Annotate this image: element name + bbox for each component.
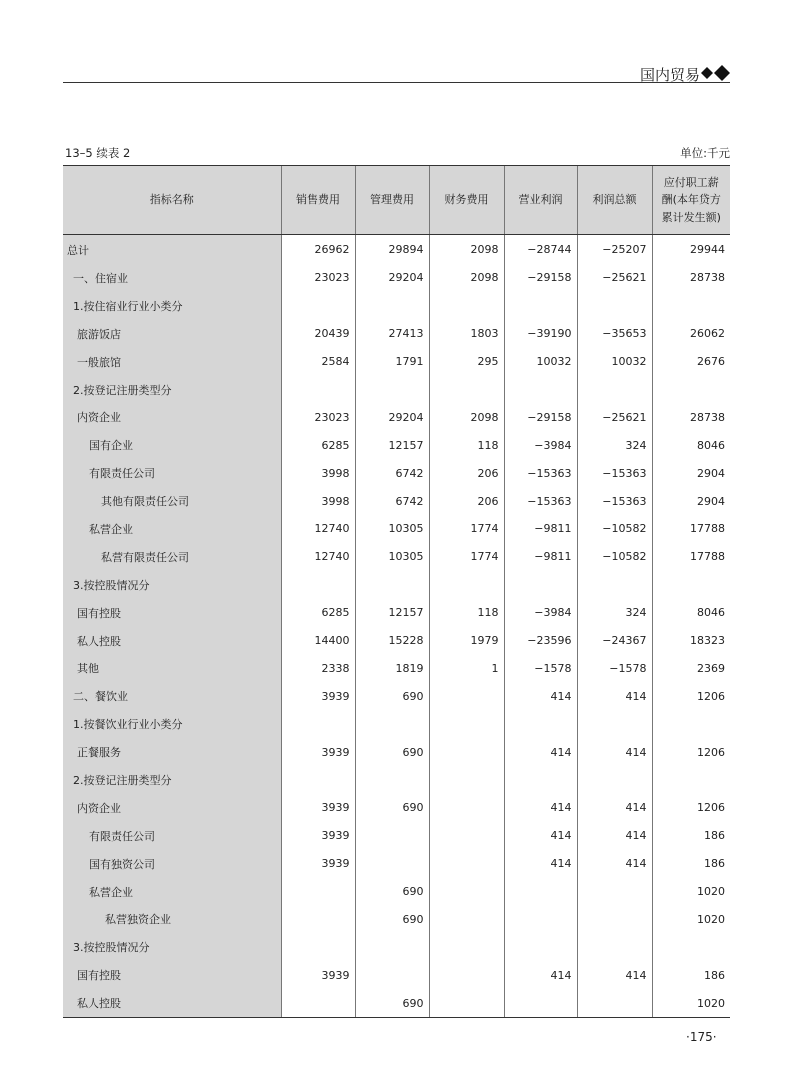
table-cell [355, 710, 429, 738]
table-row [63, 543, 730, 571]
table-row [63, 850, 730, 878]
table-row [63, 822, 730, 850]
table-row [63, 348, 730, 376]
table-cell [429, 292, 504, 320]
table-cell: 414 [577, 794, 652, 822]
table-cell [652, 376, 730, 404]
table-cell: −24367 [577, 627, 652, 655]
table-cell: −3984 [504, 599, 577, 627]
row-label: 内资企业 [63, 794, 281, 822]
unit-label: 单位:千元 [680, 146, 730, 160]
table-cell: 12740 [281, 543, 355, 571]
table-cell: −15363 [577, 487, 652, 515]
table-cell: −23596 [504, 627, 577, 655]
table-cell [577, 766, 652, 794]
table-cell: 206 [429, 487, 504, 515]
table-row [63, 989, 730, 1017]
table-cell: 1206 [652, 738, 730, 766]
row-label: 私营企业 [63, 878, 281, 906]
row-label: 私人控股 [63, 989, 281, 1017]
table-cell: 186 [652, 850, 730, 878]
table-cell: 2904 [652, 459, 730, 487]
row-label: 正餐服务 [63, 738, 281, 766]
table-cell [429, 571, 504, 599]
row-label: 其他有限责任公司 [63, 487, 281, 515]
table-row [63, 571, 730, 599]
table-cell: 2098 [429, 235, 504, 265]
table-cell: 1774 [429, 543, 504, 571]
table-cell: 1803 [429, 320, 504, 348]
table-cell: 26062 [652, 320, 730, 348]
table-cell: 6285 [281, 431, 355, 459]
row-label: 国有独资公司 [63, 850, 281, 878]
column-header: 管理费用 [355, 166, 429, 235]
diamond-ornament-icon [700, 64, 732, 82]
table-row [63, 459, 730, 487]
table-cell [429, 989, 504, 1017]
table-cell: −15363 [504, 459, 577, 487]
table-cell: 2098 [429, 264, 504, 292]
table-row [63, 878, 730, 906]
column-header: 销售费用 [281, 166, 355, 235]
table-cell: 414 [577, 822, 652, 850]
table-cell: 690 [355, 738, 429, 766]
table-cell [577, 376, 652, 404]
table-cell: −9811 [504, 543, 577, 571]
table-cell [355, 961, 429, 989]
table-cell: 690 [355, 905, 429, 933]
table-row [63, 682, 730, 710]
table-cell [577, 905, 652, 933]
table-cell: 8046 [652, 431, 730, 459]
table-cell: 29944 [652, 235, 730, 265]
table-row [63, 487, 730, 515]
row-label: 国有控股 [63, 599, 281, 627]
table-cell: 414 [504, 961, 577, 989]
table-cell: 1979 [429, 627, 504, 655]
table-cell: 206 [429, 459, 504, 487]
table-cell: 3998 [281, 459, 355, 487]
column-header: 指标名称 [63, 166, 281, 235]
table-row [63, 766, 730, 794]
table-cell: −15363 [504, 487, 577, 515]
table-cell [281, 292, 355, 320]
row-label: 一般旅馆 [63, 348, 281, 376]
table-body [63, 235, 730, 1018]
table-cell: 2676 [652, 348, 730, 376]
table-cell [429, 905, 504, 933]
table-cell: −15363 [577, 459, 652, 487]
table-cell: 1020 [652, 878, 730, 906]
row-label: 旅游饭店 [63, 320, 281, 348]
table-cell: 118 [429, 599, 504, 627]
table-cell: 29894 [355, 235, 429, 265]
table-cell [504, 905, 577, 933]
table-header-row [63, 166, 730, 235]
table-row [63, 627, 730, 655]
table-cell [429, 794, 504, 822]
table-row [63, 599, 730, 627]
table-cell: 295 [429, 348, 504, 376]
row-label: 1.按餐饮业行业小类分 [63, 710, 281, 738]
column-header: 财务费用 [429, 166, 504, 235]
table-cell [281, 878, 355, 906]
row-label: 私营有限责任公司 [63, 543, 281, 571]
table-cell: 10032 [504, 348, 577, 376]
table-cell: 414 [504, 794, 577, 822]
table-cell [652, 766, 730, 794]
row-label: 国有控股 [63, 961, 281, 989]
table-cell [577, 571, 652, 599]
row-label: 总计 [63, 235, 281, 265]
table-cell: −29158 [504, 264, 577, 292]
table-cell: 324 [577, 599, 652, 627]
section-title: 国内贸易 [640, 66, 701, 84]
table-cell [577, 989, 652, 1017]
table-cell [281, 933, 355, 961]
row-label: 私人控股 [63, 627, 281, 655]
table-cell: 690 [355, 794, 429, 822]
table-cell: 12740 [281, 515, 355, 543]
table-cell: 1206 [652, 682, 730, 710]
table-cell: −1578 [504, 654, 577, 682]
table-cell: 1020 [652, 989, 730, 1017]
table-cell: 14400 [281, 627, 355, 655]
table-cell: 1020 [652, 905, 730, 933]
table-cell [577, 710, 652, 738]
table-cell [504, 376, 577, 404]
table-cell [281, 376, 355, 404]
table-cell [504, 766, 577, 794]
table-cell: 6742 [355, 487, 429, 515]
table-cell [429, 738, 504, 766]
table-cell: 6285 [281, 599, 355, 627]
table-row [63, 738, 730, 766]
table-cell: 118 [429, 431, 504, 459]
table-cell: 3939 [281, 794, 355, 822]
table-cell [429, 822, 504, 850]
table-cell [355, 850, 429, 878]
table-cell [504, 571, 577, 599]
table-cell: 3939 [281, 850, 355, 878]
table-cell [504, 878, 577, 906]
table-cell [355, 766, 429, 794]
table-cell [577, 933, 652, 961]
table-cell: 690 [355, 878, 429, 906]
table-cell: 12157 [355, 431, 429, 459]
table-cell: 2904 [652, 487, 730, 515]
row-label: 国有企业 [63, 431, 281, 459]
table-cell [429, 878, 504, 906]
table-row [63, 905, 730, 933]
table-cell: −1578 [577, 654, 652, 682]
table-cell [652, 571, 730, 599]
table-cell [429, 933, 504, 961]
table-cell: 1 [429, 654, 504, 682]
table-cell [577, 292, 652, 320]
table-cell: 10305 [355, 543, 429, 571]
table-cell [504, 292, 577, 320]
table-cell: 1791 [355, 348, 429, 376]
data-table [63, 165, 730, 1018]
table-cell [652, 933, 730, 961]
table-cell: 324 [577, 431, 652, 459]
table-cell [652, 292, 730, 320]
table-cell: 414 [504, 682, 577, 710]
table-cell: 2098 [429, 403, 504, 431]
table-cell: 23023 [281, 403, 355, 431]
table-cell: 1206 [652, 794, 730, 822]
table-caption: 13–5 续表 2 [65, 146, 131, 160]
table-cell: 15228 [355, 627, 429, 655]
table-cell [504, 933, 577, 961]
row-label: 有限责任公司 [63, 459, 281, 487]
row-label: 有限责任公司 [63, 822, 281, 850]
table-cell: 414 [504, 738, 577, 766]
table-cell: 6742 [355, 459, 429, 487]
table-cell [652, 710, 730, 738]
table-cell [355, 933, 429, 961]
table-cell: −28744 [504, 235, 577, 265]
table-cell [355, 292, 429, 320]
row-label: 其他 [63, 654, 281, 682]
table-cell: 414 [577, 738, 652, 766]
table-cell: 3998 [281, 487, 355, 515]
table-cell: 10032 [577, 348, 652, 376]
table-row [63, 794, 730, 822]
table-cell: 414 [504, 822, 577, 850]
row-label: 1.按住宿业行业小类分 [63, 292, 281, 320]
table-cell [577, 878, 652, 906]
table-cell [429, 710, 504, 738]
table-cell: 26962 [281, 235, 355, 265]
table-cell: −25207 [577, 235, 652, 265]
table-cell: 2584 [281, 348, 355, 376]
table-cell: 3939 [281, 682, 355, 710]
table-cell: 10305 [355, 515, 429, 543]
table-cell [429, 766, 504, 794]
table-cell: 20439 [281, 320, 355, 348]
row-label: 2.按登记注册类型分 [63, 376, 281, 404]
table-cell: 28738 [652, 403, 730, 431]
table-cell: −25621 [577, 264, 652, 292]
table-cell: 2369 [652, 654, 730, 682]
table-cell: 17788 [652, 515, 730, 543]
table-cell [429, 682, 504, 710]
row-label: 一、住宿业 [63, 264, 281, 292]
table-cell: −10582 [577, 515, 652, 543]
table-cell: −10582 [577, 543, 652, 571]
row-label: 二、餐饮业 [63, 682, 281, 710]
table-cell [281, 766, 355, 794]
table-cell: 414 [577, 850, 652, 878]
table-cell: 2338 [281, 654, 355, 682]
row-label: 私营企业 [63, 515, 281, 543]
table-cell: 29204 [355, 264, 429, 292]
table-cell: 414 [504, 850, 577, 878]
table-row [63, 320, 730, 348]
column-header: 营业利润 [504, 166, 577, 235]
table-cell: 414 [577, 682, 652, 710]
table-row [63, 933, 730, 961]
column-header: 应付职工薪酬(本年贷方累计发生额) [652, 166, 730, 235]
table-cell: 414 [577, 961, 652, 989]
table-cell: −35653 [577, 320, 652, 348]
table-cell [429, 850, 504, 878]
table-cell: 27413 [355, 320, 429, 348]
table-cell: 12157 [355, 599, 429, 627]
table-cell: 186 [652, 822, 730, 850]
table-cell [504, 989, 577, 1017]
table-row [63, 292, 730, 320]
table-cell: 3939 [281, 961, 355, 989]
table-cell: 29204 [355, 403, 429, 431]
row-label: 3.按控股情况分 [63, 571, 281, 599]
table-cell [355, 571, 429, 599]
table-cell: −29158 [504, 403, 577, 431]
table-cell: 18323 [652, 627, 730, 655]
table-cell [504, 710, 577, 738]
table-cell: 17788 [652, 543, 730, 571]
table-cell: −9811 [504, 515, 577, 543]
table-cell [281, 989, 355, 1017]
row-label: 内资企业 [63, 403, 281, 431]
table-cell: 8046 [652, 599, 730, 627]
row-label: 2.按登记注册类型分 [63, 766, 281, 794]
table-cell: −39190 [504, 320, 577, 348]
table-cell: 690 [355, 682, 429, 710]
table-row [63, 403, 730, 431]
table-cell [429, 961, 504, 989]
table-cell [281, 905, 355, 933]
table-cell: −25621 [577, 403, 652, 431]
table-row [63, 264, 730, 292]
table-cell [281, 571, 355, 599]
header-rule [63, 82, 730, 83]
table-cell [355, 822, 429, 850]
column-header: 利润总额 [577, 166, 652, 235]
table-cell: 23023 [281, 264, 355, 292]
page-number: ·175· [686, 1030, 717, 1044]
table-row [63, 431, 730, 459]
table-cell: 28738 [652, 264, 730, 292]
table-cell: 1774 [429, 515, 504, 543]
table-row [63, 961, 730, 989]
table-cell [281, 710, 355, 738]
table-row [63, 376, 730, 404]
row-label: 私营独资企业 [63, 905, 281, 933]
row-label: 3.按控股情况分 [63, 933, 281, 961]
table-cell: −3984 [504, 431, 577, 459]
table-cell [355, 376, 429, 404]
table-cell: 1819 [355, 654, 429, 682]
table-row [63, 710, 730, 738]
table-cell: 690 [355, 989, 429, 1017]
table-row [63, 235, 730, 265]
table-row [63, 654, 730, 682]
table-row [63, 515, 730, 543]
table-cell: 3939 [281, 738, 355, 766]
table-cell: 3939 [281, 822, 355, 850]
table-cell [429, 376, 504, 404]
table-cell: 186 [652, 961, 730, 989]
